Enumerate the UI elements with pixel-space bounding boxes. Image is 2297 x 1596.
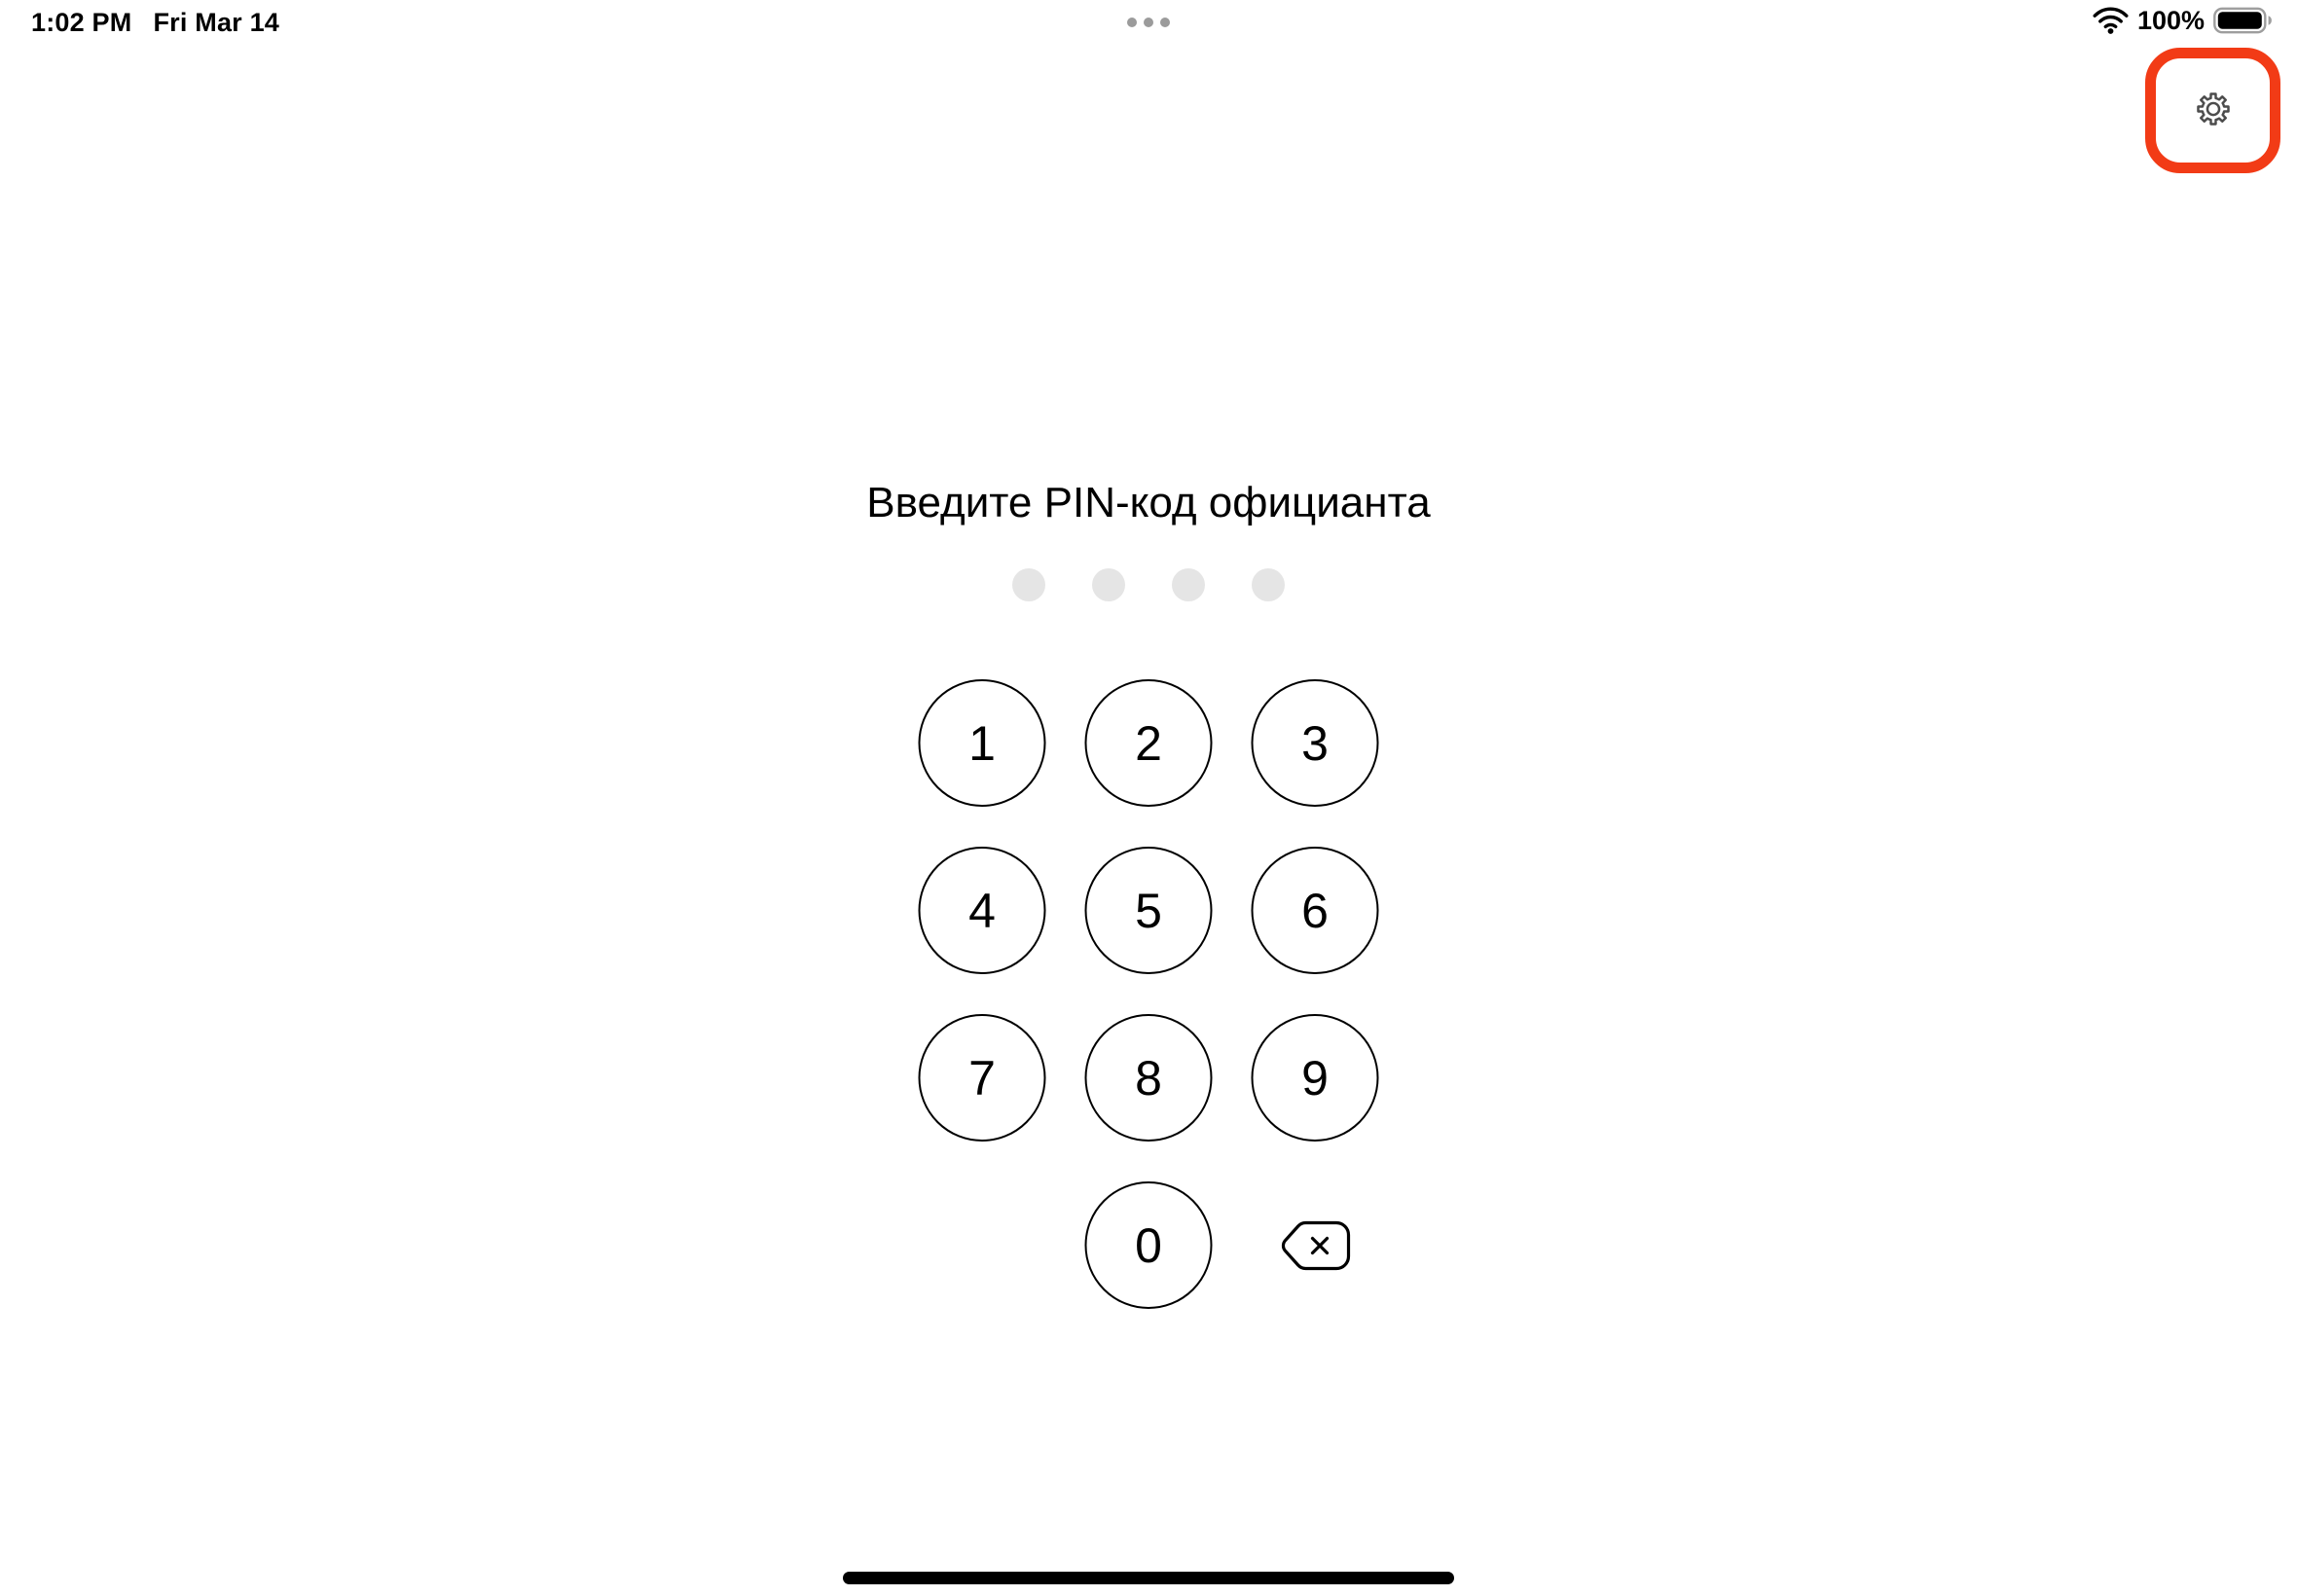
- settings-button[interactable]: [2187, 84, 2240, 136]
- key-0[interactable]: 0: [1085, 1181, 1213, 1309]
- pin-keypad: [919, 679, 1379, 1309]
- pin-dot: [1012, 568, 1045, 601]
- home-indicator[interactable]: [843, 1572, 1454, 1584]
- multitask-dot-icon: [1127, 18, 1137, 27]
- backspace-icon: [1280, 1219, 1350, 1272]
- battery-percent: 100%: [2136, 6, 2205, 35]
- gear-icon: [2188, 84, 2239, 137]
- pin-dots: [1012, 568, 1285, 601]
- status-date: Fri Mar 14: [153, 8, 280, 37]
- key-4[interactable]: 4: [919, 847, 1046, 974]
- wifi-icon: [2093, 7, 2129, 34]
- pin-dot: [1172, 568, 1205, 601]
- key-1[interactable]: 1: [919, 679, 1046, 807]
- key-5[interactable]: 5: [1085, 847, 1213, 974]
- key-7[interactable]: 7: [919, 1014, 1046, 1142]
- key-3[interactable]: 3: [1252, 679, 1379, 807]
- key-8[interactable]: 8: [1085, 1014, 1213, 1142]
- pin-dot: [1252, 568, 1285, 601]
- key-9[interactable]: 9: [1252, 1014, 1379, 1142]
- status-time: 1:02 PM: [31, 8, 132, 37]
- status-bar-left: [31, 8, 279, 37]
- key-6[interactable]: 6: [1252, 847, 1379, 974]
- multitask-indicator[interactable]: [1127, 18, 1170, 27]
- backspace-key[interactable]: [1252, 1181, 1379, 1309]
- multitask-dot-icon: [1144, 18, 1153, 27]
- pin-title: Введите PIN-код официанта: [866, 479, 1431, 526]
- status-bar-right: [2093, 6, 2274, 35]
- keypad-spacer: [919, 1181, 1046, 1309]
- multitask-dot-icon: [1160, 18, 1170, 27]
- battery-full-icon: [2213, 7, 2274, 34]
- pin-dot: [1092, 568, 1125, 601]
- key-2[interactable]: 2: [1085, 679, 1213, 807]
